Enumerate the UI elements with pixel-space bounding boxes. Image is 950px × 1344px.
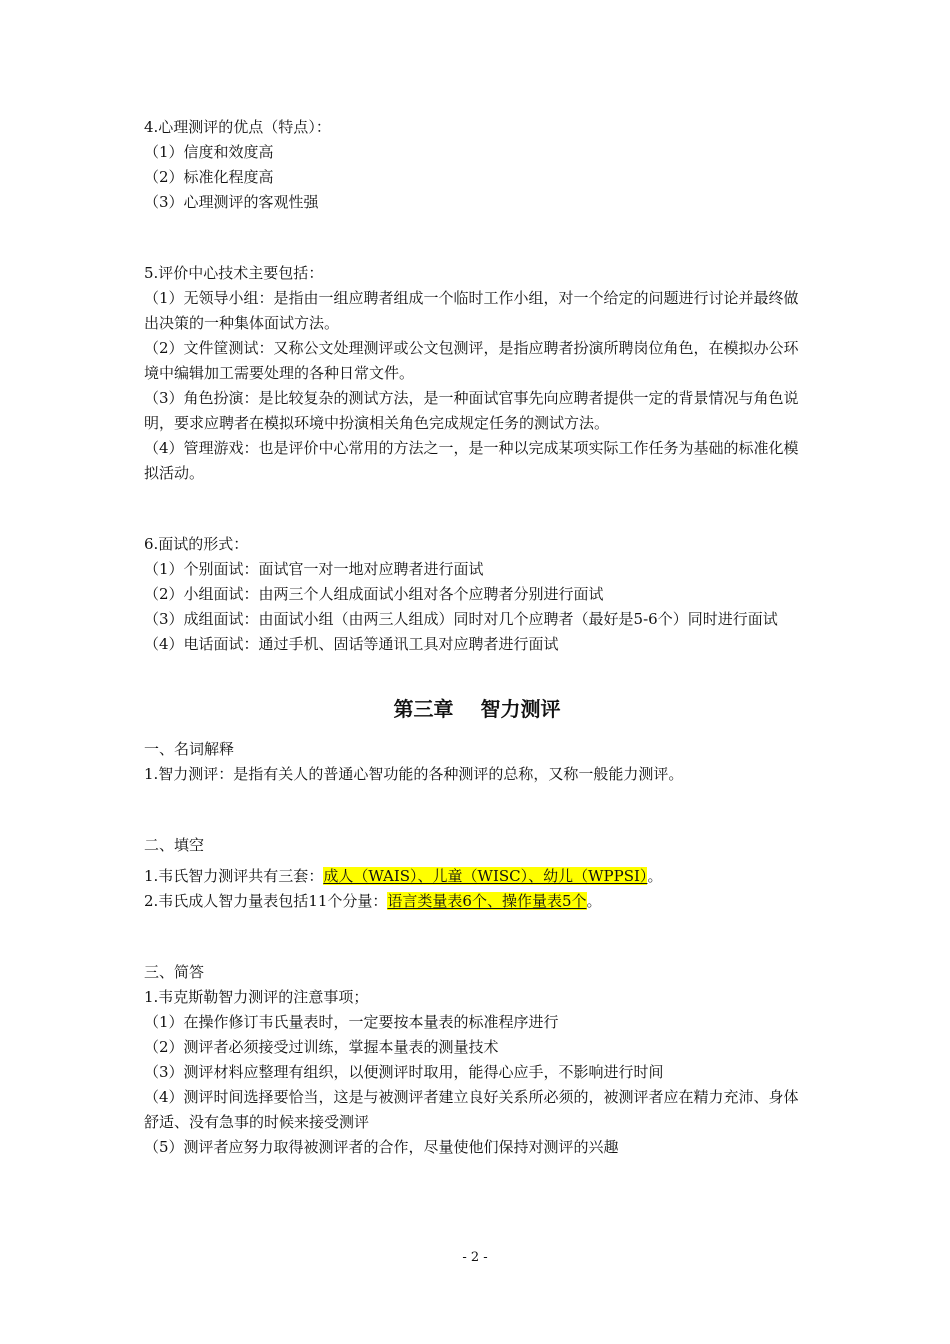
page-number: - 2 - <box>462 1250 488 1265</box>
list-item: （3）心理测评的客观性强 <box>144 193 319 211</box>
chapter-title: 第三章 智力测评 <box>393 697 561 721</box>
fill-item-2-suffix: 。 <box>586 892 602 910</box>
highlighted-answer: 语言类量表6个、操作量表5个 <box>387 892 587 910</box>
document-body <box>144 115 810 1160</box>
list-item: （3）测评材料应整理有组织，以便测评时取用，能得心应手，不影响进行时间 <box>144 1063 664 1081</box>
terms-heading: 一、名词解释 <box>144 740 235 758</box>
question-1: 1.韦克斯勒智力测评的注意事项； <box>144 988 369 1006</box>
highlighted-answer: 成人（WAIS）、儿童（WISC）、幼儿（WPPSI） <box>323 867 648 885</box>
short-answer-heading: 三、简答 <box>144 963 205 981</box>
list-item: （4）管理游戏：也是评价中心常用的方法之一，是一种以完成某项实际工作任务为基础的标准化模拟活动。 <box>144 439 799 482</box>
list-item: （2）文件筐测试：又称公文处理测评或公文包测评，是指应聘者扮演所聘岗位角色，在模拟办公环境中编辑加工需要处理的各种日常文件。 <box>144 339 799 382</box>
list-item: （1）无领导小组：是指由一组应聘者组成一个临时工作小组，对一个给定的问题进行讨论并最终做出决策的一种集体面试方法。 <box>144 289 799 332</box>
list-item: （4）电话面试：通过手机、固话等通讯工具对应聘者进行面试 <box>144 635 559 653</box>
list-item: （4）测评时间选择要恰当，这是与被测评者建立良好关系所必须的，被测评者应在精力充沛、身体舒适、没有急事的时候来接受测评 <box>144 1088 799 1131</box>
section-4-heading: 4.心理测评的优点（特点）： <box>144 118 331 136</box>
section-6-heading: 6.面试的形式： <box>144 535 249 553</box>
list-item: （2）小组面试：由两三个人组成面试小组对各个应聘者分别进行面试 <box>144 585 604 603</box>
list-item: （1）信度和效度高 <box>144 143 274 161</box>
fill-heading: 二、填空 <box>144 836 205 854</box>
list-item: （3）角色扮演：是比较复杂的测试方法，是一种面试官事先向应聘者提供一定的背景情况与角色说明，要求应聘者在模拟环境中扮演相关角色完成规定任务的测试方法。 <box>144 389 799 432</box>
list-item: （1）个别面试：面试官一对一地对应聘者进行面试 <box>144 560 484 578</box>
list-item: （2）测评者必须接受过训练，掌握本量表的测量技术 <box>144 1038 499 1056</box>
fill-item-1 <box>144 864 810 889</box>
fill-item-2-prefix: 2.韦氏成人智力量表包括11个分量： <box>144 892 388 910</box>
fill-item-1-prefix: 1.韦氏智力测评共有三套： <box>144 867 324 885</box>
fill-item-2 <box>144 889 810 914</box>
list-item: （1）在操作修订韦氏量表时，一定要按本量表的标准程序进行 <box>144 1013 559 1031</box>
list-item: 1.智力测评：是指有关人的普通心智功能的各种测评的总称，又称一般能力测评。 <box>144 765 684 783</box>
section-5-heading: 5.评价中心技术主要包括： <box>144 264 324 282</box>
list-item: （3）成组面试：由面试小组（由两三人组成）同时对几个应聘者（最好是5-6个）同时进行面试 <box>144 610 778 628</box>
fill-item-1-suffix: 。 <box>647 867 663 885</box>
list-item: （5）测评者应努力取得被测评者的合作，尽量使他们保持对测评的兴趣 <box>144 1138 619 1156</box>
list-item: （2）标准化程度高 <box>144 168 274 186</box>
